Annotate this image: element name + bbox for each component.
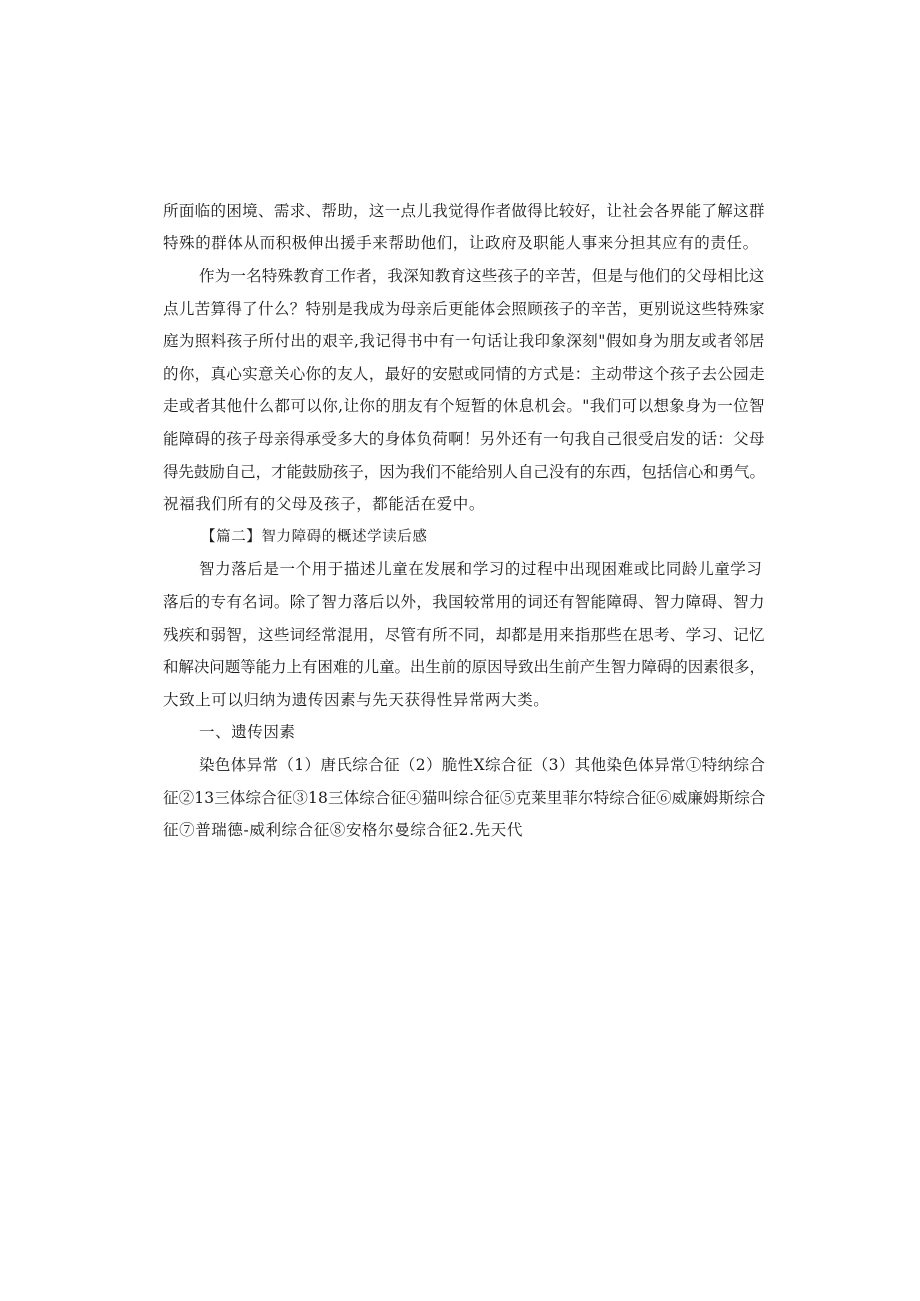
subsection-heading: 一、遗传因素 <box>199 723 296 741</box>
paragraph-line: 走或者其他什么都可以你,让你的朋友有个短暂的休息机会。"我们可以想象身为一位智 <box>163 397 765 415</box>
section-heading: 【篇二】智力障碍的概述学读后感 <box>201 529 428 545</box>
paragraph-line: 残疾和弱智，这些词经常混用，尽管有所不同，却都是用来指那些在思考、学习、记忆 <box>163 626 765 644</box>
paragraph-line: 作为一名特殊教育工作者，我深知教育这些孩子的辛苦，但是与他们的父母相比这 <box>199 267 765 285</box>
paragraph-line: 和解决问题等能力上有困难的儿童。出生前的原因导致出生前产生智力障碍的因素很多， <box>163 658 765 676</box>
paragraph-line: 智力落后是一个用于描述儿童在发展和学习的过程中出现困难或比同龄儿童学习 <box>199 560 763 578</box>
paragraph-line: 染色体异常（1）唐氏综合征（2）脆性X综合征（3）其他染色体异常①特纳综合 <box>199 756 766 774</box>
paragraph-line: 的你，真心实意关心你的友人，最好的安慰或同情的方式是：主动带这个孩子去公园走 <box>163 365 765 383</box>
paragraph-line: 落后的专有名词。除了智力落后以外，我国较常用的词还有智能障碍、智力障碍、智力 <box>163 593 765 611</box>
paragraph-line: 征②13三体综合征③18三体综合征④猫叫综合征⑤克莱里菲尔特综合征⑥威廉姆斯综合 <box>163 789 766 807</box>
paragraph-line: 得先鼓励自己，才能鼓励孩子，因为我们不能给别人自己没有的东西，包括信心和勇气。 <box>163 463 765 481</box>
paragraph-line: 征⑦普瑞德-威利综合征⑧安格尔曼综合征2.先天代 <box>163 821 523 839</box>
paragraph-line: 大致上可以归纳为遗传因素与先天获得性异常两大类。 <box>163 691 550 709</box>
paragraph-line: 所面临的困境、需求、帮助，这一点儿我觉得作者做得比较好，让社会各界能了解这群 <box>163 202 765 220</box>
paragraph-line: 祝福我们所有的父母及孩子，都能活在爱中。 <box>163 495 486 513</box>
paragraph-line: 能障碍的孩子母亲得承受多大的身体负荷啊！另外还有一句我自己很受启发的话：父母 <box>163 430 765 448</box>
paragraph-line: 点儿苦算得了什么？特别是我成为母亲后更能体会照顾孩子的辛苦，更别说这些特殊家 <box>163 300 765 318</box>
paragraph-line: 特殊的群体从而积极伸出援手来帮助他们，让政府及职能人事来分担其应有的责任。 <box>163 234 759 252</box>
paragraph-line: 庭为照料孩子所付出的艰辛,我记得书中有一句话让我印象深刻"假如身为朋友或者邻居 <box>163 332 765 350</box>
